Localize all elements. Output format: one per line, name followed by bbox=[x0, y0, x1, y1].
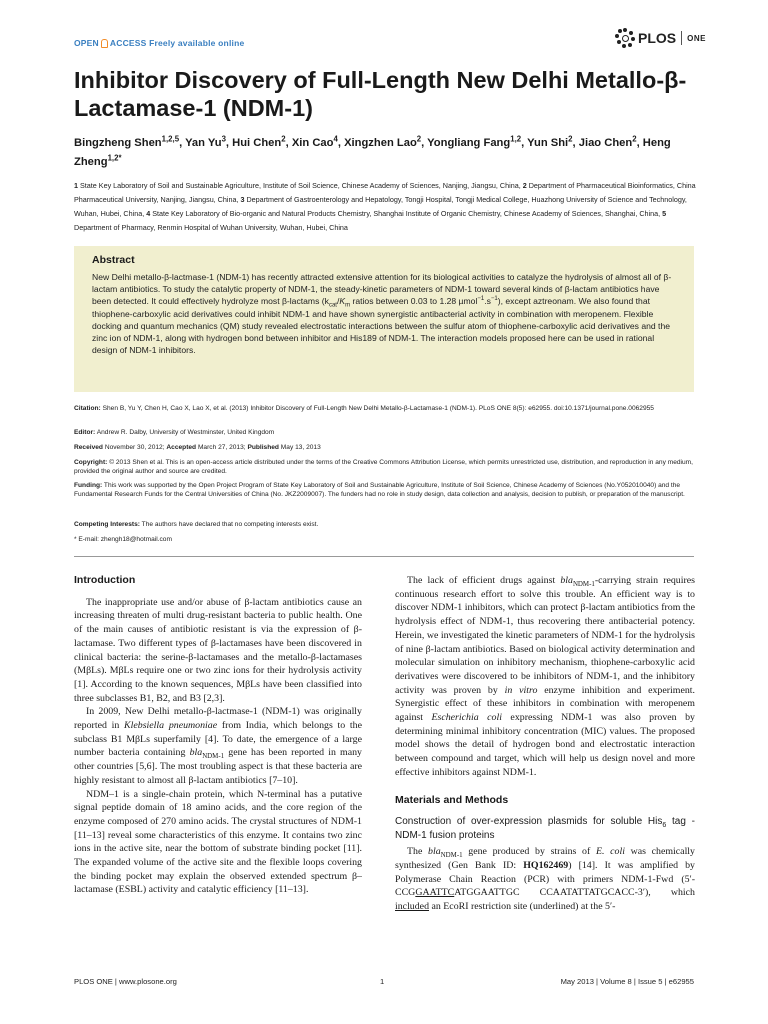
genbank-link[interactable]: HQ162469 bbox=[523, 859, 569, 871]
author[interactable]: Yongliang Fang$^{1,2}$ bbox=[427, 134, 522, 149]
plos-logo-text: PLOS bbox=[638, 30, 677, 46]
open-label: OPEN bbox=[74, 38, 99, 48]
right-column bbox=[395, 574, 695, 914]
author[interactable]: Heng Zheng$^{1,2*}$ bbox=[74, 137, 671, 168]
plos-logo-icon bbox=[615, 28, 635, 48]
open-access-banner bbox=[74, 38, 244, 48]
freely-available-label: Freely available online bbox=[149, 38, 245, 48]
author-list: Bingzheng Shen$^{1,2,5}$, Yan Yu$^3$, Hui Chen$^2$, Xin Cao$^4$, Xingzhen Lao$^2$, Yongliang Fang$^{1,2}$, Yun Shi$^2$, Jiao Chen$^2$, Heng Zheng$^{1,2*}$ bbox=[74, 134, 671, 168]
corresponding-email[interactable]: * E-mail: zhengh18@hotmail.com bbox=[74, 536, 172, 543]
methods-heading: Materials and Methods bbox=[395, 793, 509, 806]
affiliations: 1 State Key Laboratory of Soil and Sustainable Agriculture, Institute of Soil Science, Chinese Academy of Sciences, Nanjing, Jiangsu, China, 2 Department of Pharmaceutical Bioinformatics, China Pharmaceutical University, Nanjing, Jiangsu, China, 3 Department of Gastroenterology and Hepatology, Tongji Hospital, Tongji Medical College, Huazhong University of Science and Technology, Wuhan, Hubei, China, 4 State Key Laboratory of Bio-organic and Natural Products Chemistry, Shanghai Institute of Organic Chemistry, Chinese Academy of Sciences, Shanghai, China, 5 Department of Pharmacy, Renmin Hospital of Wuhan University, Wuhan, Hubei, China bbox=[74, 181, 696, 232]
author[interactable]: Yun Shi$^2$ bbox=[527, 134, 573, 149]
journal-name: ONE bbox=[687, 33, 706, 43]
meta-divider bbox=[74, 556, 694, 557]
left-column bbox=[74, 574, 362, 897]
methods-paragraph-1: The bla$_{NDM-1}$ gene produced by strains of E. coli was chemically synthesized (Gen Bank ID: HQ162469) [14]. It was amplified by Polymerase Chain Reaction (PCR) with primers NDM-1-Fwd (5′-CCGGAATTCATGGAATTGC CCAATATTATGCACC-3′), which included an EcoRI restriction site (underlined) at the 5′- bbox=[395, 846, 695, 913]
citation: Citation: Shen B, Yu Y, Chen H, Cao X, Lao X, et al. (2013) Inhibitor Discovery of Full-Length New Delhi Metallo-β-Lactamase-1 (NDM-1). PLoS ONE 8(5): e62955. doi:10.1371/journal.pone.0062955 bbox=[74, 405, 654, 412]
abstract-heading: Abstract bbox=[92, 254, 135, 266]
intro-paragraph-2: In 2009, New Delhi metallo-β-lactmase-1 (NDM-1) was originally reported in Klebsiella pneumoniae from India, which belongs to the subclass B1 MβLs superfamily [4]. To date, the emergence of a large number bacteria containing bla$_{NDM-1}$ gene has been reported in many other countries [5,6]. The most troubling aspect is that these bacteria are highly resistant to almost all β-lactam antibiotics [7–10]. bbox=[74, 706, 362, 786]
funding: Funding: This work was supported by the Open Project Program of State Key Laboratory of Soil and Sustainable Agriculture, Institute of Soil Science, Chinese Academy of Sciences (No.Y052010040) and the Fundamental Research Funds for the Central Universities of China (No. JKZ2009007). The funders had no role in study design, data collection and analysis, decision to publish, or preparation of the manuscript. bbox=[74, 482, 685, 499]
editor: Editor: Andrew R. Dalby, University of Westminster, United Kingdom bbox=[74, 429, 275, 436]
author[interactable]: Hui Chen$^2$ bbox=[232, 134, 286, 149]
open-access-lock-icon bbox=[101, 39, 108, 48]
author[interactable]: Jiao Chen$^2$ bbox=[578, 134, 637, 149]
article-title: Inhibitor Discovery of Full-Length New Delhi Metallo-β-Lactamase-1 (NDM-1) bbox=[74, 67, 687, 121]
footer-journal[interactable]: PLOS ONE | www.plosone.org bbox=[74, 977, 177, 986]
dates: Received November 30, 2012; Accepted March 27, 2013; Published May 13, 2013 bbox=[74, 444, 321, 451]
page-number: 1 bbox=[380, 977, 385, 986]
plos-one-logo[interactable] bbox=[615, 28, 706, 48]
author[interactable]: Bingzheng Shen$^{1,2,5}$ bbox=[74, 134, 180, 149]
author[interactable]: Xin Cao$^4$ bbox=[291, 134, 338, 149]
author[interactable]: Yan Yu$^3$ bbox=[185, 134, 226, 149]
copyright: Copyright: © 2013 Shen et al. This is an open-access article distributed under the terms of the Creative Commons Attribution License, which permits unrestricted use, distribution, and reproduction in any medium, provided the original author and source are credited. bbox=[74, 459, 694, 476]
author[interactable]: Xingzhen Lao$^2$ bbox=[344, 134, 422, 149]
logo-divider bbox=[681, 31, 682, 45]
access-label: ACCESS bbox=[109, 38, 147, 48]
intro-paragraph-1: The inappropriate use and/or abuse of β-lactam antibiotics cause an increasing threaten of multi drug-resistant bacteria to public health. One of the main causes of antibiotic resistant is via the expression of β-lactamase. Two different types of β-lactamases have been discovered in clinical bacteria: the serine-β-lactamases and the metallo-β-lactamases (MβLs). MβLs require one or two zinc ions for their hydrolysis activity [1]. According to the known sequences, MβLs have been classified into three subclasses B1, B2, and B3 [2,3]. bbox=[74, 596, 362, 704]
footer-issue: May 2013 | Volume 8 | Issue 5 | e62955 bbox=[560, 977, 694, 986]
competing-interests: Competing Interests: The authors have declared that no competing interests exist. bbox=[74, 521, 319, 528]
intro-paragraph-4: The lack of efficient drugs against bla$_{NDM-1}$-carrying strain requires continuous research effort to solve this trouble. An efficient way is to discover NDM-1 inhibitors, which can protect β-lactam antibiotics from the hydrolysis effect of NDM-1, thus recovering there antibacterial potency. Herein, we investigated the kinetic parameters of NDM-1 for the hydrolysis of nine β-lactam antibiotics. Based on biological activity determination and molecular simulation on inhibitory mechanism, thiophene-carboxylic acid derivatives were discovered to be inhibitors of NDM-1, and the inhibitory activity was proven by in vitro enzyme inhibition and experiment. Synergistic effect of these inhibitors in combination with meropenem against Escherichia coli expressing NDM-1 was also proven by determining minimal inhibitory concentration (MIC) values. The proposed model shows the detail of hydrogen bond and electrostatic interaction between compound and target, which will help us design novel and more effective inhibitors against NDM-1. bbox=[395, 575, 696, 778]
methods-subheading: Construction of over-expression plasmids for soluble His$_6$ tag -NDM-1 fusion proteins bbox=[395, 816, 695, 842]
intro-paragraph-3: NDM–1 is a single-chain protein, which N-terminal has a putative signal peptide domain of 18 amino acids, and the core region of the enzyme composed of 270 amino acids. The crystal structures of NDM-1 [11–13] reveal some characteristics of this enzyme. It contains two zinc ions in the active site, near the bottom of substrate binding pocket [11]. The expanded volume of the active site and the flexible loops covering the binding pocket may explain the observed extended spectrum β–lactamase (ESBL) activity and catalytic efficiency [11–13]. bbox=[74, 788, 362, 896]
abstract-box bbox=[74, 246, 694, 392]
abstract-text: New Delhi metallo-β-lactmase-1 (NDM-1) has recently attracted extensive attention for its biological activities to catalyze the hydrolysis of almost all of β-lactam antibiotics. To study the catalytic property of NDM-1, the steady-kinetic parameters of NDM-1 toward several kinds of β-lactam antibiotics have been detected. It could effectively hydrolyze most β-lactams ($k_{cat}/K_m$ ratios between 0.03 to 1.28 $\mu mol^{-1}.s^{-1}$), except aztreonam. We also found that thiophene-carboxylic acid derivatives could inhibit NDM-1 and have shown synergistic antibacterial activity in combination with meropenem. Flexible docking and quantum mechanics (QM) study revealed electrostatic interactions between the sulfur atom of thiophene-carboxylic acid derivatives and the zinc ion of NDM-1, along with hydrogen bond between inhibitor and His189 of NDM-1. The interaction models proposed here can be used in rational design of NDM-1 inhibitors. bbox=[92, 272, 672, 356]
introduction-heading: Introduction bbox=[74, 574, 136, 586]
